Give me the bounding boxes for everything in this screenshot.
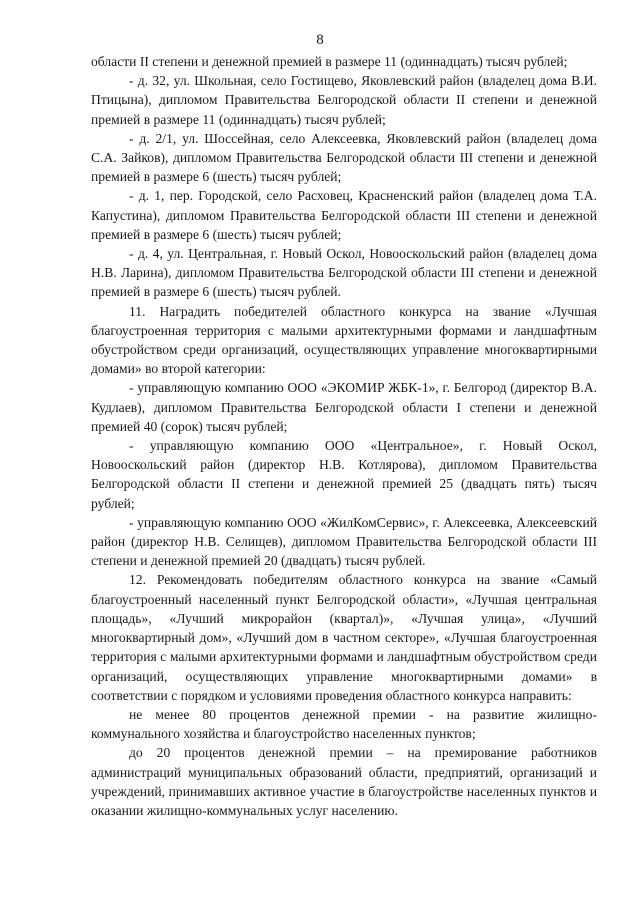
paragraph: не менее 80 процентов денежной премии - на развитие жилищно-коммунального хозяйства и благоустройство населенных пунктов;: [91, 706, 597, 742]
paragraph: области II степени и денежной премией в размере 11 (одиннадцать) тысяч рублей;: [91, 54, 568, 69]
page-number: 8: [316, 32, 324, 48]
paragraph: 12. Рекомендовать победителям областного конкурса на звание «Самый благоустроенный населенный пункт Белгородской области», «Лучшая центральная площадь», «Лучший микрорайон (квартал)», «Лучшая улица», «Лучший многоквартирный дом», «Лучший дом в частном секторе», «Лучшая благоустроенная территория с малыми архитектурными формами и ландшафтным обустройством среди организаций, осуществляющих управление многоквартирными домами» в соответствии с порядком и условиями проведения областного конкурса направить:: [91, 572, 597, 703]
paragraph: - д. 4, ул. Центральная, г. Новый Оскол, Новооскольский район (владелец дома Н.В. Ларина), дипломом Правительства Белгородской области III степени и денежной премией в размере 6 (шесть) тысяч рублей.: [91, 246, 597, 300]
paragraph: - д. 32, ул. Школьная, село Гостищево, Яковлевский район (владелец дома В.И. Птицына), дипломом Правительства Белгородской области II степени и денежной премией в размере 11 (одиннадцать) тысяч рублей;: [91, 73, 597, 127]
paragraph: - управляющую компанию ООО «ЖилКомСервис», г. Алексеевка, Алексеевский район (директор Н.В. Селищев), дипломом Правительства Белгородской области III степени и денежной премией 20 (двадцать) тысяч рублей.: [91, 514, 597, 569]
paragraph: - управляющую компанию ООО «ЭКОМИР ЖБК-1», г. Белгород (директор В.А. Кудлаев), дипломом Правительства Белгородской области I степени и денежной премией 40 (сорок) тысяч рублей;: [91, 380, 597, 434]
paragraph: до 20 процентов денежной премии – на премирование работников администраций муниципальных образований области, предприятий, организаций и учреждений, принимавших активное участие в благоустройстве населенных пунктов и оказании жилищно-коммунальных услуг населению.: [91, 745, 597, 818]
paragraph: 11. Наградить победителей областного конкурса на звание «Лучшая благоустроенная территория с малыми архитектурными формами и ландшафтным обустройством среди организаций, осуществляющих управление многоквартирными домами» во второй категории:: [91, 303, 597, 377]
paragraph: - д. 1, пер. Городской, село Расховец, Красненский район (владелец дома Т.А. Капустина), дипломом Правительства Белгородской области III степени и денежной премией в размере 6 (шесть) тысяч рублей;: [91, 188, 597, 242]
paragraph: - д. 2/1, ул. Шоссейная, село Алексеевка, Яковлевский район (владелец дома С.А. Зайков), дипломом Правительства Белгородской области III степени и денежной премией в размере 6 (шесть) тысяч рублей;: [91, 130, 597, 185]
paragraph: - управляющую компанию ООО «Центральное», г. Новый Оскол, Новооскольский район (директор Н.В. Котлярова), дипломом Правительства Белгородской области II степени и денежной премией 25 (двадцать пять) тысяч рублей;: [91, 438, 597, 511]
document-body: [91, 52, 597, 820]
